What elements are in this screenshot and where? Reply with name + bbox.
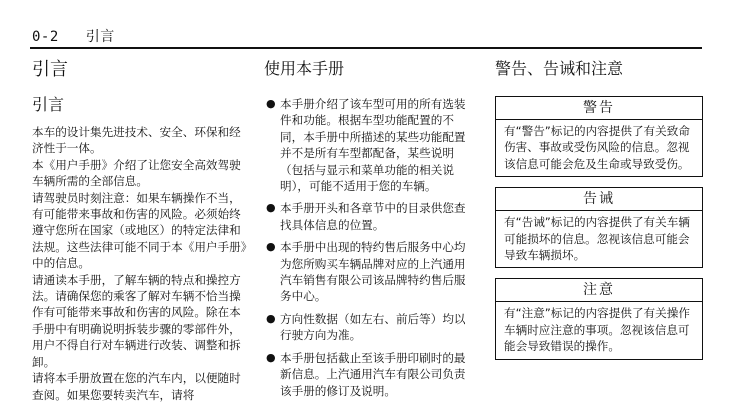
intro-subtitle: 引言 xyxy=(32,95,65,114)
caution-box xyxy=(495,187,703,268)
list-item-text: 本手册开头和各章节中的目录供您查找具体信息的位置。 xyxy=(280,201,466,232)
notices-title: 警告、告诫和注意 xyxy=(495,59,624,78)
list-item-text: 本手册包括截止至该手册印刷时的最新信息。上汽通用汽车有限公司负责该手册的修订及说明。 xyxy=(280,350,466,398)
caution-box-title: 告诫 xyxy=(496,188,702,211)
warning-box-title: 警告 xyxy=(496,97,702,120)
page-header xyxy=(32,26,115,46)
bullet-icon: ● xyxy=(266,350,276,364)
bullet-icon: ● xyxy=(266,311,276,325)
header-rule xyxy=(30,47,702,49)
list-item xyxy=(264,239,469,305)
intro-paragraph: 请通读本手册，了解车辆的特点和操控方法。请确保您的乘客了解对车辆不恰当操作有可能带来事故和伤害的风险。除在本手册中有明确说明拆装步骤的零部件外，用户不得自行对车辆进行改装、调整和拆卸。 xyxy=(32,272,241,369)
usage-list xyxy=(264,96,469,399)
column-intro xyxy=(32,56,247,403)
list-item xyxy=(264,96,469,194)
bullet-icon: ● xyxy=(266,97,276,110)
warning-box-body: 有“警告”标记的内容提供了有关致命伤害、事故或受伤风险的信息。忽视该信息可能会危及生命或导致受伤。 xyxy=(504,124,690,171)
list-item-text: 本手册中出现的特约售后服务中心均为您所购买车辆品牌对应的上汽通用汽车销售有限公司该品牌特约售后服务中心。 xyxy=(280,240,466,304)
notice-box xyxy=(495,278,703,359)
list-item xyxy=(264,350,469,399)
section-name: 引言 xyxy=(85,29,115,45)
page-number: 0-2 xyxy=(32,29,59,45)
intro-paragraph: 本《用户手册》介绍了让您安全高效驾驶车辆所需的全部信息。 xyxy=(32,157,241,189)
warning-box xyxy=(495,96,703,177)
intro-title: 引言 xyxy=(32,59,68,80)
intro-paragraph: 请将本手册放置在您的汽车内，以便随时查阅。如果您要转卖汽车，请将 xyxy=(32,371,241,402)
list-item xyxy=(264,200,469,233)
bullet-icon: ● xyxy=(266,201,276,215)
list-item-text: 本手册介绍了该车型可用的所有选装件和功能。根据车型功能配置的不同，本手册中所描述的某些功能配置并不是所有车型都配备，某些说明（包括与显示和菜单功能的相关说明），可能不适用于您的车辆。 xyxy=(280,97,466,194)
bullet-icon: ● xyxy=(266,240,276,254)
intro-paragraph: 请驾驶员时刻注意：如果车辆操作不当，有可能带来事故和伤害的风险。必须始终遵守您所在国家（或地区）的特定法律和法规。这些法律可能不同于本《用户手册》中的信息。 xyxy=(32,190,247,271)
notice-box-body: 有“注意”标记的内容提供了有关操作车辆时应注意的事项。忽视该信息可能会导致错误的操作。 xyxy=(504,306,690,354)
notice-box-title: 注意 xyxy=(496,279,702,302)
list-item xyxy=(264,311,469,344)
caution-box-body: 有“告诫”标记的内容提供了有关车辆可能损坏的信息。忽视该信息可能会导致车辆损坏。 xyxy=(504,215,690,263)
list-item-text: 方向性数据（如左右、前后等）均以行驶方向为准。 xyxy=(280,311,466,343)
intro-paragraph: 本车的设计集先进技术、安全、环保和经济性于一体。 xyxy=(32,125,241,156)
usage-title: 使用本手册 xyxy=(264,59,345,78)
column-notices xyxy=(495,56,703,370)
column-usage xyxy=(264,56,469,405)
